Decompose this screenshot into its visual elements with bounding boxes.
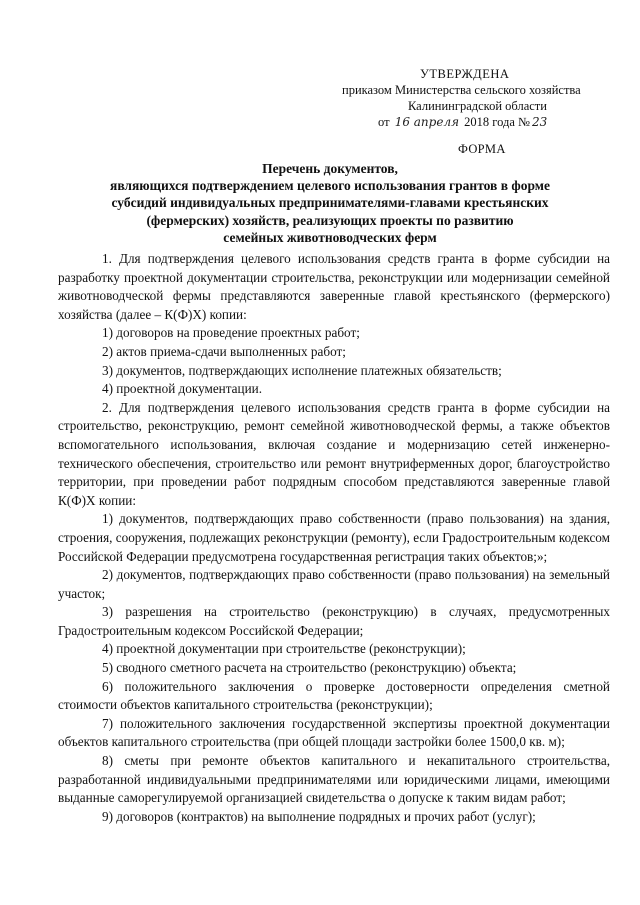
paragraph-section-1: 1. Для подтверждения целевого использования средств гранта в форме субсидии на разработку проектной документации строительства, реконструкции или модернизации семейной животноводческой фермы представляются заверенные главой крестьянского (фермерского) хозяйства (далее – К(Ф)Х) копии: [58,251,610,322]
approval-region: Калининградской области [408,99,547,113]
list-item: 7) положительного заключения государственной экспертизы проектной документации объектов капитального строительства (при общей площади застройки более 1500,0 кв. м); [58,715,610,750]
form-label: ФОРМА [458,142,506,156]
paragraph-section-2: 2. Для подтверждения целевого использования средств гранта в форме субсидии на строительство, реконструкцию, ремонт семейной животноводческой фермы, а также объектов вспомогательного использования, включая создание и модернизацию сетей инженерно-технического обеспечения, строительство или ремонт внутриферменных дорог, благоустройство территории, при проведении работ подрядным способом представляются заверенные главой К(Ф)Х копии: [58,399,610,508]
approval-ministry: приказом Министерства сельского хозяйства [342,83,581,97]
document-body [58,250,610,826]
list-item: 2) актов приема-сдачи выполненных работ; [102,343,346,359]
list-item: 2) документов, подтверждающих право собственности (право пользования) на земельный участок; [58,567,610,601]
approval-date-line [338,114,618,130]
heading-line: Перечень документов, [262,161,398,176]
list-item: 1) договоров на проведение проектных работ; [102,325,360,341]
heading-line: (фермерских) хозяйств, реализующих проекты по развитию [146,212,514,228]
list-item: 3) документов, подтверждающих исполнение платежных обязательств; [102,362,502,378]
approval-date-prefix: от [378,115,390,129]
list-item: 6) положительного заключения о проверке достоверности определения сметной стоимости объектов капитального строительства (реконструкции); [58,678,610,713]
heading-line: субсидий индивидуальных предпринимателями-главами крестьянских [111,195,549,211]
approval-number-handwritten: 23 [531,115,548,129]
approval-block [338,66,618,130]
heading-line: семейных животноводческих ферм [223,229,437,245]
list-item: 4) проектной документации при строительстве (реконструкции); [102,641,466,657]
list-item: 8) сметы при ремонте объектов капитального и некапитального строительства, разработанной индивидуальными предпринимателями или юридическими лицами, имеющими выданные саморегулируемой организацией свидетельства о допуске к таким видам работ; [58,753,610,806]
approval-title: УТВЕРЖДЕНА [420,67,510,81]
approval-date-suffix: 2018 года № [464,115,530,129]
list-item: 3) разрешения на строительство (реконструкцию) в случаях, предусмотренных Градостроительным кодексом Российской Федерации; [58,604,610,638]
list-item: 1) документов, подтверждающих право собственности (право пользования) на здания, строения, сооружения, подлежащих реконструкции (ремонту), если Градостроительным кодексом Российской Федерации предусмотрена государственная регистрация таких объектов;»; [58,511,610,564]
heading-line: являющихся подтверждением целевого использования грантов в форме [110,178,550,194]
approval-date-handwritten: 16 апреля [394,115,460,129]
list-item: 5) сводного сметного расчета на строительство (реконструкцию) объекта; [102,660,517,676]
list-item: 9) договоров (контрактов) на выполнение подрядных и прочих работ (услуг); [102,808,536,824]
list-item: 4) проектной документации. [102,381,262,397]
document-heading [60,160,600,246]
